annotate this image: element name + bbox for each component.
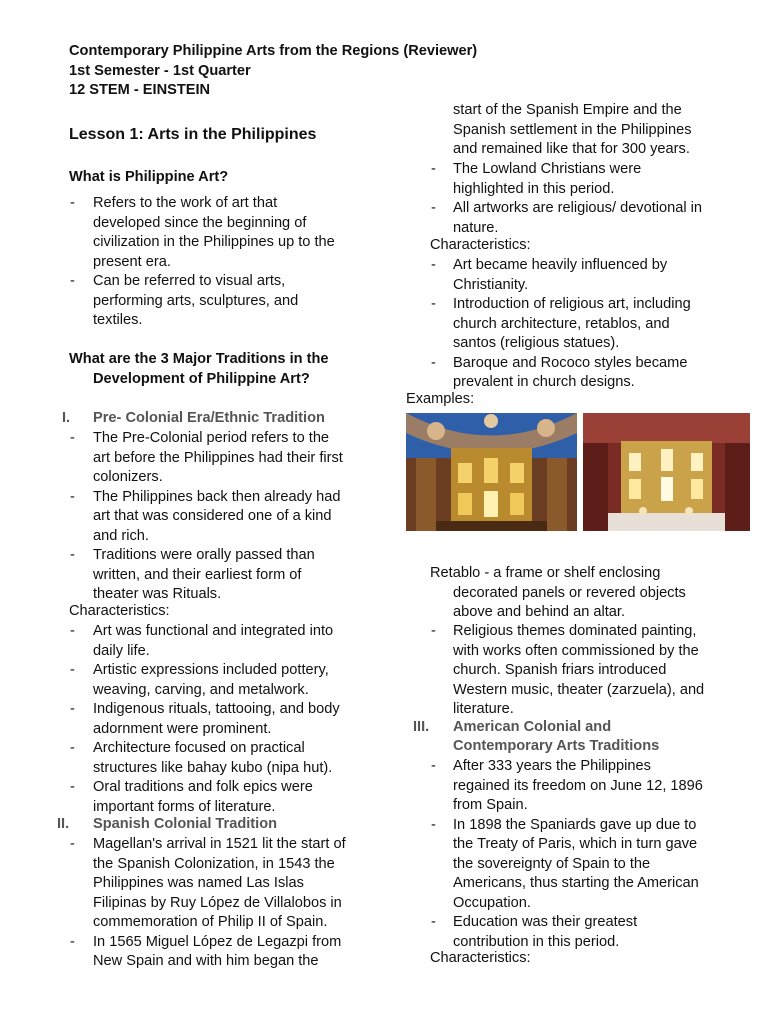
bullet-line: church architecture, retablos, and: [453, 315, 670, 332]
examples-label: Examples:: [406, 391, 475, 407]
traditions-heading-2: Development of Philippine Art?: [93, 371, 310, 387]
bullet-line: with works often commissioned by the: [453, 642, 699, 659]
bullet-dash: -: [431, 816, 436, 833]
bullet-dash: -: [70, 933, 75, 950]
bullet-line: In 1565 Miguel López de Legazpi from: [93, 933, 342, 950]
bullet-line: Filipinas by Ruy López de Villalobos in: [93, 894, 342, 911]
bullet-line: theater was Rituals.: [93, 586, 222, 602]
sec1-number: I.: [62, 410, 71, 426]
bullet-line: highlighted in this period.: [453, 180, 615, 197]
retablo-altar-image-2: [583, 413, 750, 531]
bullet-line: The Lowland Christians were: [453, 161, 642, 177]
bullet-line: performing arts, sculptures, and: [93, 292, 299, 309]
bullet-dash: -: [70, 623, 75, 639]
bullet-line: structures like bahay kubo (nipa hut).: [93, 759, 333, 776]
sec3-char-label: Characteristics:: [430, 950, 531, 966]
bullet-line: important forms of literature.: [93, 798, 276, 815]
lesson-title: Lesson 1: Arts in the Philippines: [69, 126, 317, 143]
sec1-char-label: Characteristics:: [69, 603, 170, 619]
bullet-line: church. Spanish friars introduced: [453, 662, 667, 678]
bullet-dash: -: [431, 758, 436, 774]
bullet-line: and rich.: [93, 527, 149, 544]
sec3-title-2: Contemporary Arts Traditions: [453, 738, 660, 754]
sec2-char-label: Characteristics:: [430, 237, 531, 253]
bullet-line: contribution in this period.: [453, 933, 620, 950]
bullet-dash: -: [431, 200, 436, 216]
bullet-line: Western music, theater (zarzuela), and: [453, 681, 705, 698]
bullet-line: civilization in the Philippines up to the: [93, 234, 335, 250]
traditions-heading-1: What are the 3 Major Traditions in the: [69, 351, 329, 367]
bullet-line: Religious themes dominated painting,: [453, 623, 697, 639]
bullet-line: Indigenous rituals, tattooing, and body: [93, 701, 340, 717]
bullet-line: Art became heavily influenced by: [453, 257, 668, 273]
bullet-line: Art was functional and integrated into: [93, 623, 334, 639]
bullet-line: Introduction of religious art, including: [453, 296, 691, 312]
bullet-line: Baroque and Rococo styles became: [453, 354, 688, 371]
bullet-line: prevalent in church designs.: [453, 374, 635, 390]
doc-semester: 1st Semester - 1st Quarter: [69, 63, 251, 79]
bullet-line: present era.: [93, 253, 171, 270]
text-line: decorated panels or revered objects: [453, 584, 686, 601]
what-is-heading: What is Philippine Art?: [69, 169, 229, 185]
bullet-dash: -: [431, 354, 436, 371]
text-line: above and behind an altar.: [453, 604, 626, 620]
bullet-line: Christianity.: [453, 276, 529, 293]
bullet-dash: -: [431, 161, 436, 177]
bullet-line: Architecture focused on practical: [93, 740, 305, 756]
bullet-dash: -: [70, 430, 75, 446]
bullet-dash: -: [70, 701, 75, 717]
bullet-line: Occupation.: [453, 894, 531, 911]
bullet-line: the sovereignty of Spain to the: [453, 855, 651, 872]
sec2-number: II.: [57, 816, 70, 832]
bullet-dash: -: [70, 779, 75, 795]
bullet-line: colonizers.: [93, 469, 163, 485]
bullet-line: Education was their greatest: [453, 914, 638, 930]
bullet-line: The Philippines back then already had: [93, 488, 341, 505]
bullet-dash: -: [70, 273, 75, 289]
bullet-line: regained its freedom on June 12, 1896: [453, 777, 703, 794]
bullet-line: the Treaty of Paris, which in turn gave: [453, 836, 698, 852]
doc-section: 12 STEM - EINSTEIN: [69, 82, 211, 98]
bullet-line: literature.: [453, 701, 514, 717]
bullet-line: weaving, carving, and metalwork.: [93, 681, 309, 698]
bullet-dash: -: [70, 195, 75, 211]
bullet-dash: -: [70, 488, 75, 505]
bullet-dash: -: [431, 914, 436, 930]
bullet-dash: -: [431, 257, 436, 273]
bullet-line: art that was considered one of a kind: [93, 508, 332, 524]
bullet-line: The Pre-Colonial period refers to the: [93, 430, 330, 446]
bullet-line: santos (religious statues).: [453, 335, 620, 351]
text-line: Retablo - a frame or shelf enclosing: [430, 565, 661, 581]
bullet-line: Traditions were orally passed than: [93, 547, 315, 563]
bullet-line: All artworks are religious/ devotional in: [453, 200, 703, 216]
bullet-dash: -: [70, 836, 75, 852]
doc-title: Contemporary Philippine Arts from the Regions (Reviewer): [69, 43, 478, 59]
bullet-line: commemoration of Philip II of Spain.: [93, 914, 328, 930]
bullet-line: textiles.: [93, 312, 143, 328]
bullet-line: After 333 years the Philippines: [453, 758, 651, 774]
bullet-line: the Spanish Colonization, in 1543 the: [93, 855, 335, 872]
sec1-title: Pre- Colonial Era/Ethnic Tradition: [93, 410, 325, 426]
retablo-photo-2: [583, 413, 750, 531]
bullet-line: adornment were prominent.: [93, 720, 272, 737]
bullet-line: written, and their earliest form of: [93, 566, 302, 583]
bullet-line: nature.: [453, 219, 499, 236]
bullet-line: developed since the beginning of: [93, 214, 307, 231]
retablo-altar-image: [406, 413, 577, 531]
sec2-title: Spanish Colonial Tradition: [93, 816, 278, 832]
bullet-dash: -: [431, 623, 436, 639]
bullet-line: Artistic expressions included pottery,: [93, 662, 329, 678]
sec3-number: III.: [413, 719, 430, 735]
sec3-title-1: American Colonial and: [453, 719, 612, 735]
bullet-line: Can be referred to visual arts,: [93, 273, 286, 289]
bullet-line: New Spain and with him began the: [93, 953, 319, 969]
bullet-dash: -: [70, 662, 75, 678]
bullet-dash: -: [70, 740, 75, 756]
bullet-line: Refers to the work of art that: [93, 195, 278, 211]
bullet-line: Philippines was named Las Islas: [93, 875, 304, 891]
bullet-line: Magellan's arrival in 1521 lit the start of: [93, 836, 346, 852]
text-line: and remained like that for 300 years.: [453, 141, 690, 157]
bullet-line: daily life.: [93, 642, 150, 659]
text-line: start of the Spanish Empire and the: [453, 102, 682, 118]
bullet-line: Americans, thus starting the American: [453, 875, 699, 891]
bullet-dash: -: [431, 296, 436, 312]
text-line: Spanish settlement in the Philippines: [453, 121, 692, 138]
retablo-photo-1: [406, 413, 577, 531]
bullet-line: In 1898 the Spaniards gave up due to: [453, 816, 697, 833]
bullet-line: Oral traditions and folk epics were: [93, 779, 313, 795]
bullet-line: from Spain.: [453, 797, 528, 813]
bullet-line: art before the Philippines had their first: [93, 449, 343, 466]
bullet-dash: -: [70, 547, 75, 563]
